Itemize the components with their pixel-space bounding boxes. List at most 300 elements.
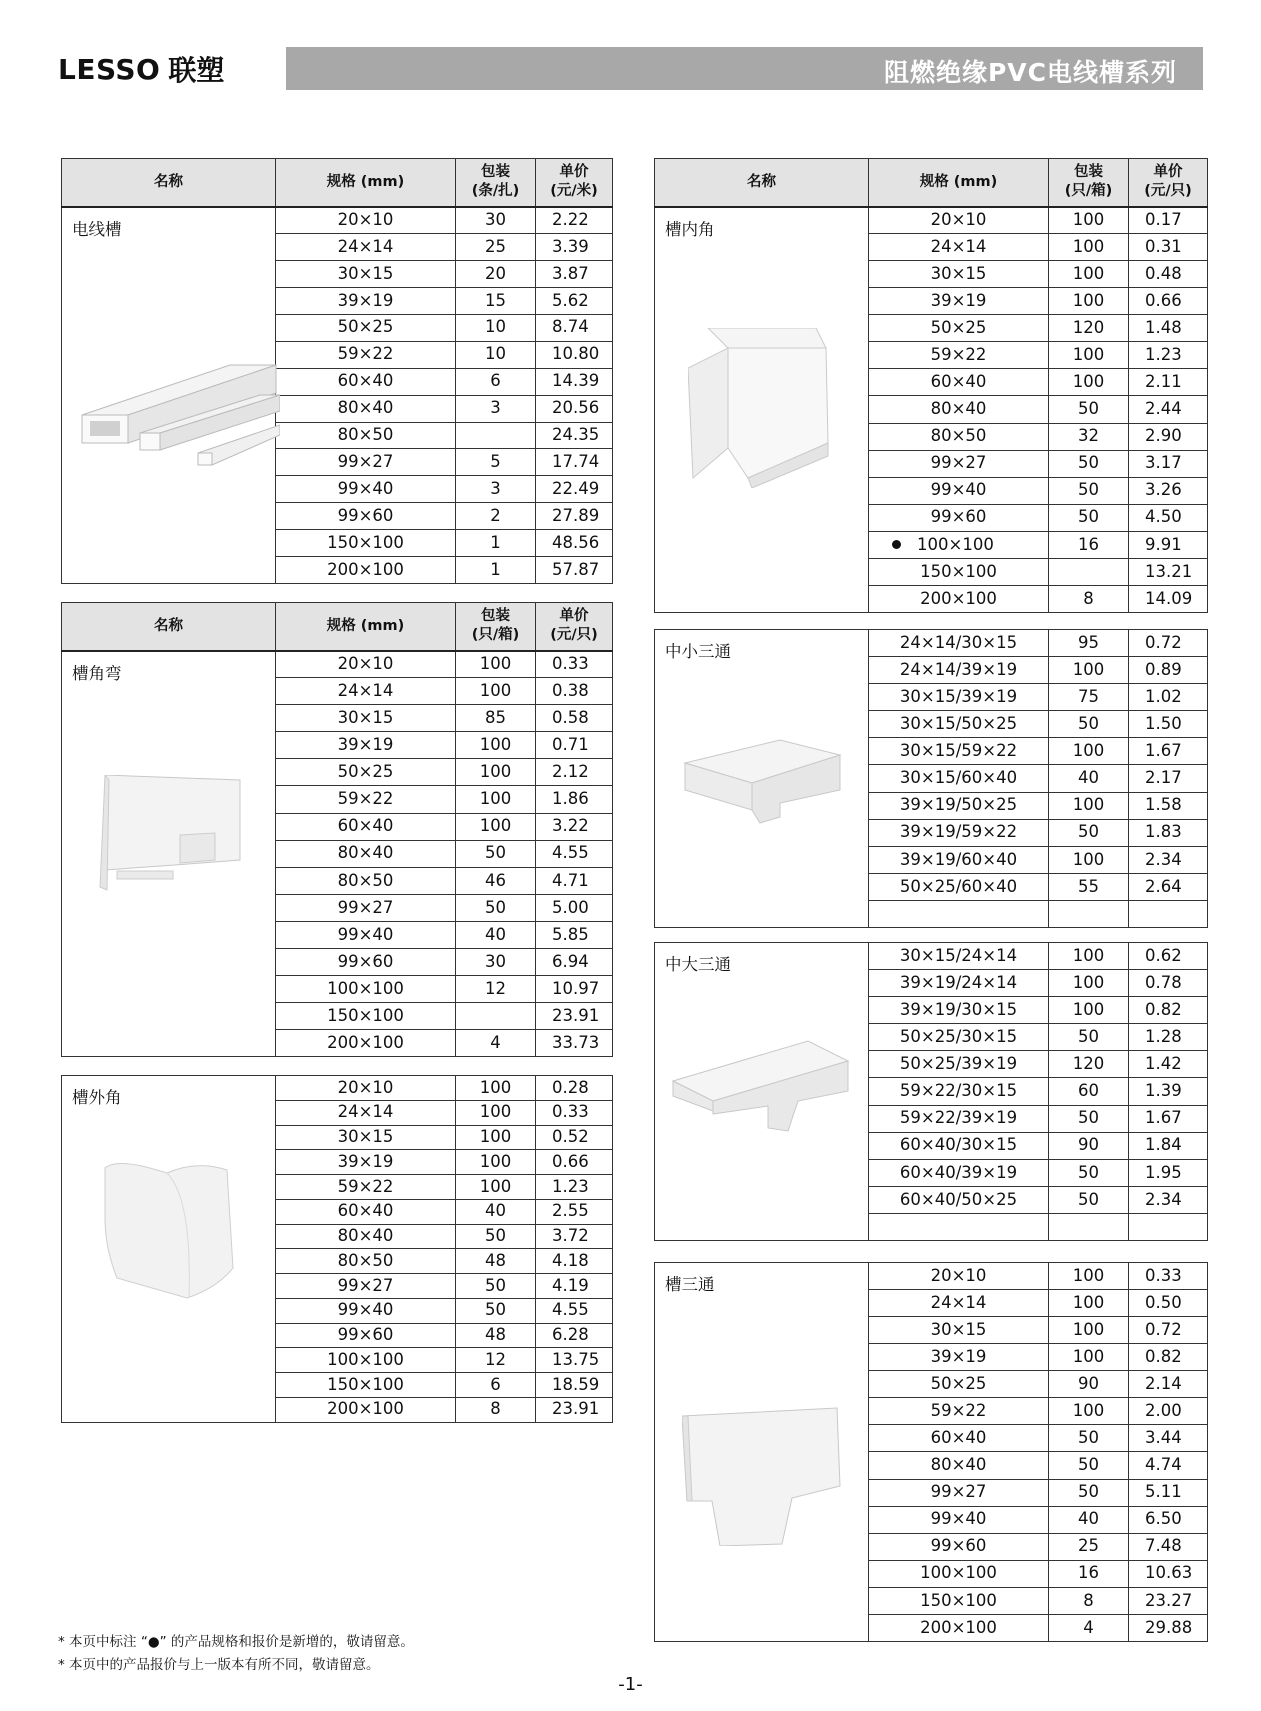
- price-cell: 2.14: [1129, 1371, 1208, 1398]
- price-cell: 3.44: [1129, 1425, 1208, 1452]
- spec-value: 39×19: [337, 290, 394, 310]
- spec-value: 30×15/50×25: [899, 714, 1018, 734]
- pack-cell: 40: [456, 921, 536, 948]
- large-tee-image: [668, 1036, 853, 1136]
- table-header-row: [62, 159, 613, 207]
- pack-cell: 100: [456, 678, 536, 705]
- pack-cell: 100: [456, 1076, 536, 1101]
- pack-cell: [1049, 1213, 1129, 1240]
- spec-cell: [276, 476, 456, 503]
- pack-cell: 100: [456, 786, 536, 813]
- pack-cell: 25: [1049, 1533, 1129, 1560]
- spec-value: 24×14/30×15: [899, 632, 1018, 652]
- spec-cell: [869, 900, 1049, 927]
- spec-cell: [276, 1175, 456, 1200]
- pack-cell: 100: [456, 732, 536, 759]
- pack-cell: 90: [1049, 1132, 1129, 1159]
- pack-cell: 48: [456, 1323, 536, 1348]
- spec-cell: [869, 1213, 1049, 1240]
- price-cell: 0.33: [536, 651, 613, 678]
- table-row: [62, 207, 613, 234]
- spec-value: 39×19: [930, 290, 987, 310]
- spec-value: 20×10: [337, 1077, 394, 1097]
- spec-cell: [276, 651, 456, 678]
- pack-cell: 100: [456, 1175, 536, 1200]
- spec-value: 200×100: [327, 1399, 404, 1419]
- spec-value: 39×19/59×22: [899, 822, 1018, 842]
- spec-cell: [276, 678, 456, 705]
- price-cell: 1.58: [1129, 792, 1208, 819]
- spec-cell: [276, 557, 456, 584]
- pack-cell: 32: [1049, 423, 1129, 450]
- spec-cell: [869, 630, 1049, 657]
- pack-cell: 4: [456, 1030, 536, 1057]
- spec-cell: [869, 1290, 1049, 1317]
- pack-cell: 100: [1049, 207, 1129, 234]
- table-row: [655, 943, 1208, 970]
- wire-duct-image: [80, 355, 280, 470]
- price-cell: 4.74: [1129, 1452, 1208, 1479]
- spec-cell: [869, 207, 1049, 234]
- spec-cell: [869, 450, 1049, 477]
- table-row: [62, 651, 613, 678]
- pack-cell: 100: [456, 813, 536, 840]
- spec-value: 99×40: [930, 480, 987, 500]
- spec-cell: [869, 1159, 1049, 1186]
- price-cell: 0.33: [1129, 1263, 1208, 1290]
- price-cell: 0.58: [536, 705, 613, 732]
- spec-value: 150×100: [327, 1006, 404, 1026]
- spec-value: 59×22: [930, 1401, 987, 1421]
- pack-cell: 50: [1049, 1425, 1129, 1452]
- price-cell: 0.66: [536, 1150, 613, 1175]
- spec-cell: [276, 1150, 456, 1175]
- pack-cell: 100: [1049, 657, 1129, 684]
- spec-cell: [276, 894, 456, 921]
- price-cell: 3.26: [1129, 477, 1208, 504]
- pack-cell: 50: [1049, 450, 1129, 477]
- price-cell: 4.50: [1129, 504, 1208, 531]
- product-name: 中大三通: [655, 943, 869, 1241]
- pack-cell: 40: [1049, 1506, 1129, 1533]
- spec-value: 50×25: [930, 1374, 987, 1394]
- pack-cell: 15: [456, 287, 536, 314]
- spec-cell: [869, 1506, 1049, 1533]
- pack-cell: 50: [456, 1298, 536, 1323]
- spec-value: 99×60: [930, 1536, 987, 1556]
- spec-value: 20×10: [930, 210, 987, 230]
- price-cell: 10.97: [536, 976, 613, 1003]
- pack-cell: 50: [1049, 1024, 1129, 1051]
- small-tee-image: [680, 735, 845, 825]
- spec-cell: [869, 585, 1049, 612]
- spec-cell: [276, 341, 456, 368]
- price-cell: 2.55: [536, 1199, 613, 1224]
- price-cell: 0.89: [1129, 657, 1208, 684]
- pack-cell: 40: [456, 1199, 536, 1224]
- logo-text-cn: 联塑: [168, 54, 225, 87]
- pack-cell: 50: [456, 894, 536, 921]
- price-cell: 10.63: [1129, 1560, 1208, 1587]
- spec-value: 99×60: [930, 507, 987, 527]
- header-price: 单价 (元/只): [1129, 159, 1208, 207]
- spec-cell: [869, 1371, 1049, 1398]
- spec-cell: [869, 1560, 1049, 1587]
- header-name: 名称: [62, 159, 276, 207]
- spec-cell: [276, 786, 456, 813]
- price-cell: 2.22: [536, 207, 613, 234]
- spec-value: 60×40: [930, 1428, 987, 1448]
- header-spec: 规格 (mm): [869, 159, 1049, 207]
- price-cell: 3.17: [1129, 450, 1208, 477]
- price-cell: 5.11: [1129, 1479, 1208, 1506]
- spec-value: 59×22: [337, 344, 394, 364]
- pack-cell: 50: [1049, 819, 1129, 846]
- price-cell: 0.72: [1129, 1317, 1208, 1344]
- spec-cell: [869, 1051, 1049, 1078]
- price-cell: 7.48: [1129, 1533, 1208, 1560]
- spec-cell: [869, 943, 1049, 970]
- spec-cell: [869, 1186, 1049, 1213]
- spec-cell: [869, 396, 1049, 423]
- spec-value: 200×100: [920, 1617, 997, 1637]
- spec-value: 60×40/30×15: [899, 1135, 1018, 1155]
- pack-cell: 100: [1049, 288, 1129, 315]
- spec-cell: [869, 558, 1049, 585]
- spec-value: 80×50: [337, 425, 394, 445]
- spec-value: 30×15/24×14: [899, 945, 1018, 965]
- spec-cell: [869, 369, 1049, 396]
- pack-cell: 50: [456, 1274, 536, 1299]
- pack-cell: 16: [1049, 531, 1129, 558]
- pack-cell: 100: [1049, 738, 1129, 765]
- table-row: [62, 1076, 613, 1101]
- spec-value: 99×60: [337, 951, 394, 971]
- spec-cell: [869, 288, 1049, 315]
- spec-cell: [869, 1105, 1049, 1132]
- pack-cell: 100: [1049, 369, 1129, 396]
- price-cell: 2.11: [1129, 369, 1208, 396]
- price-cell: 13.21: [1129, 558, 1208, 585]
- pack-cell: 50: [1049, 1159, 1129, 1186]
- product-name: 槽内角: [655, 207, 869, 613]
- footer-notes: [58, 1631, 414, 1677]
- table-header-row: [62, 603, 613, 651]
- spec-cell: [869, 657, 1049, 684]
- pack-cell: 100: [1049, 1290, 1129, 1317]
- spec-value: 30×15/39×19: [899, 686, 1018, 706]
- spec-value: 30×15/59×22: [899, 741, 1018, 761]
- spec-value: 100×100: [327, 1349, 404, 1369]
- spec-cell: [869, 1317, 1049, 1344]
- flat-elbow-image: [95, 775, 245, 895]
- spec-cell: [869, 342, 1049, 369]
- spec-value: 60×40: [930, 372, 987, 392]
- spec-value: 39×19/30×15: [899, 999, 1018, 1019]
- spec-cell: [869, 1479, 1049, 1506]
- spec-cell: [869, 315, 1049, 342]
- spec-value: 39×19: [930, 1346, 987, 1366]
- spec-cell: [276, 1199, 456, 1224]
- price-cell: 2.12: [536, 759, 613, 786]
- price-cell: 1.67: [1129, 738, 1208, 765]
- pack-cell: 100: [456, 1150, 536, 1175]
- spec-cell: [276, 1348, 456, 1373]
- pack-cell: 85: [456, 705, 536, 732]
- spec-cell: [276, 1030, 456, 1057]
- price-cell: 10.80: [536, 341, 613, 368]
- price-cell: 20.56: [536, 395, 613, 422]
- price-cell: 0.78: [1129, 970, 1208, 997]
- price-cell: 0.31: [1129, 234, 1208, 261]
- price-cell: 27.89: [536, 503, 613, 530]
- pack-cell: 55: [1049, 873, 1129, 900]
- spec-value: 150×100: [327, 1374, 404, 1394]
- price-cell: 0.48: [1129, 261, 1208, 288]
- price-cell: 0.17: [1129, 207, 1208, 234]
- spec-value: 24×14: [930, 236, 987, 256]
- spec-value: 24×14/39×19: [899, 659, 1018, 679]
- spec-value: 50×25: [337, 762, 394, 782]
- spec-value: 24×14: [337, 680, 394, 700]
- new-item-bullet-icon: [892, 540, 901, 549]
- pack-cell: 100: [1049, 792, 1129, 819]
- spec-value: 80×40: [930, 399, 987, 419]
- spec-value: 50×25: [337, 317, 394, 337]
- price-cell: 0.71: [536, 732, 613, 759]
- footer-note-price-change: * 本页中的产品报价与上一版本有所不同，敬请留意。: [58, 1657, 380, 1673]
- pack-cell: 6: [456, 368, 536, 395]
- product-name: 槽角弯: [62, 651, 276, 1057]
- pack-cell: 16: [1049, 1560, 1129, 1587]
- spec-value: 200×100: [920, 588, 997, 608]
- price-cell: 4.18: [536, 1249, 613, 1274]
- price-cell: 14.39: [536, 368, 613, 395]
- spec-value: 24×14: [337, 1102, 394, 1122]
- price-cell: 3.39: [536, 233, 613, 260]
- pack-cell: 95: [1049, 630, 1129, 657]
- spec-cell: [276, 1298, 456, 1323]
- price-cell: 0.28: [536, 1076, 613, 1101]
- pack-cell: 5: [456, 449, 536, 476]
- spec-value: 50×25/60×40: [899, 876, 1018, 896]
- header-name: 名称: [62, 603, 276, 651]
- spec-cell: [869, 846, 1049, 873]
- price-cell: 5.62: [536, 287, 613, 314]
- pack-cell: 1: [456, 557, 536, 584]
- price-cell: 0.38: [536, 678, 613, 705]
- price-cell: 0.66: [1129, 288, 1208, 315]
- spec-value: 39×19: [337, 735, 394, 755]
- spec-cell: [869, 1533, 1049, 1560]
- price-cell: 24.35: [536, 422, 613, 449]
- pack-cell: 8: [1049, 585, 1129, 612]
- spec-value: 39×19/60×40: [899, 849, 1018, 869]
- price-cell: 3.72: [536, 1224, 613, 1249]
- spec-value: 59×22: [337, 789, 394, 809]
- external-corner-image: [97, 1158, 237, 1303]
- pack-cell: 100: [1049, 234, 1129, 261]
- pack-cell: 100: [1049, 342, 1129, 369]
- price-cell: 22.49: [536, 476, 613, 503]
- spec-value: 99×60: [337, 1325, 394, 1345]
- pack-cell: [456, 422, 536, 449]
- pack-cell: 100: [456, 759, 536, 786]
- spec-cell: [276, 368, 456, 395]
- table-row: [655, 207, 1208, 234]
- equal-tee-image: [682, 1406, 842, 1546]
- spec-cell: [276, 976, 456, 1003]
- spec-value: 80×40: [930, 1455, 987, 1475]
- spec-cell: [276, 260, 456, 287]
- spec-cell: [276, 1100, 456, 1125]
- price-cell: 13.75: [536, 1348, 613, 1373]
- spec-cell: [276, 1003, 456, 1030]
- price-cell: 1.95: [1129, 1159, 1208, 1186]
- spec-cell: [276, 1373, 456, 1398]
- pack-cell: 100: [1049, 1263, 1129, 1290]
- price-cell: 48.56: [536, 530, 613, 557]
- spec-cell: [276, 1249, 456, 1274]
- price-cell: 3.22: [536, 813, 613, 840]
- spec-cell: [869, 997, 1049, 1024]
- spec-value: 80×50: [337, 870, 394, 890]
- spec-cell: [869, 873, 1049, 900]
- price-cell: 33.73: [536, 1030, 613, 1057]
- spec-cell: [276, 813, 456, 840]
- price-cell: 3.87: [536, 260, 613, 287]
- price-cell: 6.94: [536, 949, 613, 976]
- price-cell: 23.91: [536, 1003, 613, 1030]
- price-cell: 1.48: [1129, 315, 1208, 342]
- pack-cell: 100: [456, 1100, 536, 1125]
- pack-cell: 12: [456, 976, 536, 1003]
- spec-value: 99×27: [930, 453, 987, 473]
- spec-value: 39×19/50×25: [899, 795, 1018, 815]
- page-number: -1-: [618, 1674, 643, 1695]
- pack-cell: 30: [456, 207, 536, 234]
- spec-cell: [869, 234, 1049, 261]
- spec-cell: [276, 1323, 456, 1348]
- table-header-row: [655, 159, 1208, 207]
- header-spec: 规格 (mm): [276, 159, 456, 207]
- price-cell: 0.82: [1129, 1344, 1208, 1371]
- spec-value: 150×100: [920, 1590, 997, 1610]
- pack-cell: 50: [1049, 1479, 1129, 1506]
- pack-cell: 3: [456, 476, 536, 503]
- spec-cell: [869, 1344, 1049, 1371]
- price-cell: 23.27: [1129, 1587, 1208, 1614]
- price-cell: 1.23: [536, 1175, 613, 1200]
- spec-value: 30×15: [337, 707, 394, 727]
- price-cell: 1.84: [1129, 1132, 1208, 1159]
- price-cell: 8.74: [536, 314, 613, 341]
- pack-cell: 50: [1049, 711, 1129, 738]
- table-row: [655, 1263, 1208, 1290]
- pack-cell: 25: [456, 233, 536, 260]
- pack-cell: 90: [1049, 1371, 1129, 1398]
- product-name: 槽外角: [62, 1076, 276, 1423]
- logo-text-en: LESSO: [58, 52, 161, 86]
- product-name: 槽三通: [655, 1263, 869, 1642]
- spec-cell: [276, 1397, 456, 1422]
- pack-cell: 50: [1049, 1105, 1129, 1132]
- spec-value: 20×10: [337, 654, 394, 674]
- price-cell: [1129, 900, 1208, 927]
- spec-value: 24×14: [930, 1292, 987, 1312]
- pack-cell: 75: [1049, 684, 1129, 711]
- pack-cell: 120: [1049, 1051, 1129, 1078]
- pack-cell: 100: [456, 1125, 536, 1150]
- product-name: 中小三通: [655, 630, 869, 928]
- pack-cell: 50: [456, 1224, 536, 1249]
- spec-cell: [276, 1274, 456, 1299]
- pack-cell: [456, 1003, 536, 1030]
- pack-cell: 6: [456, 1373, 536, 1398]
- spec-value: 59×22/30×15: [899, 1081, 1018, 1101]
- spec-value: 80×40: [337, 843, 394, 863]
- price-cell: 1.02: [1129, 684, 1208, 711]
- header-pack: 包装 (只/箱): [456, 603, 536, 651]
- pack-cell: 48: [456, 1249, 536, 1274]
- header-price: 单价 (元/米): [536, 159, 613, 207]
- spec-cell: [276, 287, 456, 314]
- spec-cell: [869, 970, 1049, 997]
- price-cell: 4.55: [536, 1298, 613, 1323]
- pack-cell: 50: [1049, 504, 1129, 531]
- spec-value: 30×15: [930, 1319, 987, 1339]
- pack-cell: 10: [456, 341, 536, 368]
- pack-cell: 60: [1049, 1078, 1129, 1105]
- spec-value: 30×15/60×40: [899, 768, 1018, 788]
- spec-value: 80×40: [337, 1226, 394, 1246]
- spec-cell: [276, 207, 456, 234]
- spec-cell: [276, 422, 456, 449]
- price-cell: 0.82: [1129, 997, 1208, 1024]
- page-header: [0, 0, 1261, 110]
- spec-cell: [869, 1263, 1049, 1290]
- spec-value: 60×40/39×19: [899, 1162, 1018, 1182]
- price-cell: 23.91: [536, 1397, 613, 1422]
- spec-cell: [276, 732, 456, 759]
- spec-cell: [276, 449, 456, 476]
- price-cell: 29.88: [1129, 1614, 1208, 1641]
- price-cell: 18.59: [536, 1373, 613, 1398]
- price-cell: 2.64: [1129, 873, 1208, 900]
- header-pack: 包装 (条/扎): [456, 159, 536, 207]
- spec-cell: [276, 233, 456, 260]
- spec-cell: [276, 395, 456, 422]
- price-cell: 0.72: [1129, 630, 1208, 657]
- price-cell: 2.90: [1129, 423, 1208, 450]
- spec-value: 30×15: [337, 263, 394, 283]
- price-cell: 2.34: [1129, 1186, 1208, 1213]
- price-cell: 6.28: [536, 1323, 613, 1348]
- price-cell: 4.19: [536, 1274, 613, 1299]
- spec-cell: [276, 921, 456, 948]
- price-cell: 1.50: [1129, 711, 1208, 738]
- pack-cell: [1049, 900, 1129, 927]
- spec-value: 30×15: [337, 1127, 394, 1147]
- pack-cell: 100: [1049, 943, 1129, 970]
- price-cell: 4.71: [536, 867, 613, 894]
- price-cell: 1.23: [1129, 342, 1208, 369]
- spec-cell: [276, 530, 456, 557]
- pack-cell: 2: [456, 503, 536, 530]
- spec-value: 50×25/39×19: [899, 1054, 1018, 1074]
- pack-cell: 12: [456, 1348, 536, 1373]
- price-cell: 1.28: [1129, 1024, 1208, 1051]
